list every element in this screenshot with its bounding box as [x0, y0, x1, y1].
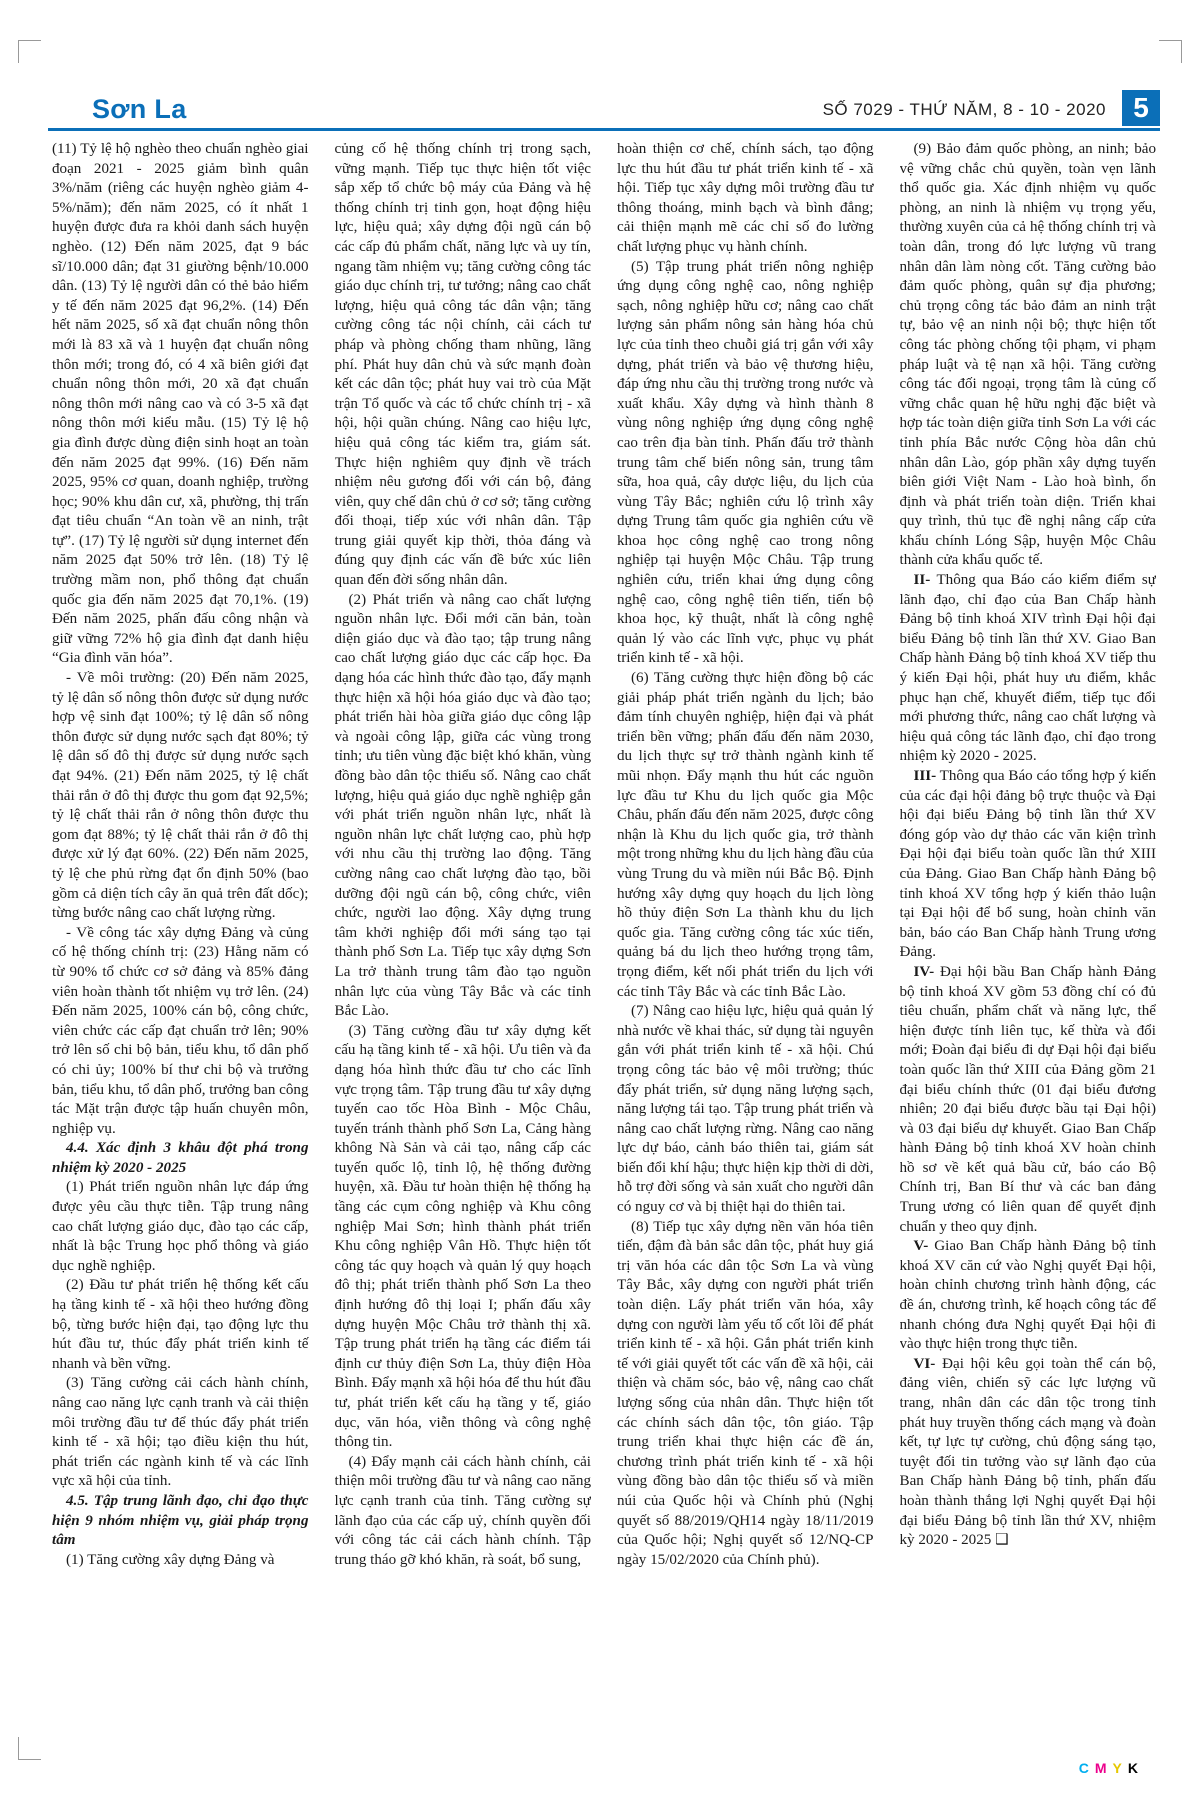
paragraph — [900, 571, 1157, 767]
crop-mark-top-right — [1159, 40, 1182, 63]
section-numeral: V- — [913, 1238, 929, 1255]
text-column-3 — [617, 140, 874, 1700]
cmyk-y: Y — [1112, 1760, 1128, 1776]
paragraph: hoàn thiện cơ chế, chính sách, tạo động lực thu hút đầu tư phát triển kinh tế - xã hội. Tiếp tục xây dựng môi trường đầu tư thông thoáng, minh bạch và bình đẳng; cải thiện mạnh mẽ các chỉ số đo lường chất lượng phục vụ hành chính. — [617, 141, 874, 255]
paragraph-text: Đại hội kêu gọi toàn thể cán bộ, đảng viên, chiến sỹ các lực lượng vũ trang, nhân dân các dân tộc trong tỉnh phát huy truyền thống cách mạng và đoàn kết, tự lực tự cường, chủ động sáng tạo, tuyệt đối tin tưởng vào sự lãnh đạo của Ban Chấp hành Đảng bộ tỉnh, phấn đấu hoàn thành thắng lợi Nghị quyết Đại hội đại biểu Đảng bộ tỉnh lần thứ XV, nhiệm kỳ 2020 - 2025 ❑ — [899, 1355, 1156, 1549]
text-column-1 — [52, 140, 309, 1700]
paragraph: (11) Tỷ lệ hộ nghèo theo chuẩn nghèo giai đoạn 2021 - 2025 giảm bình quân 3%/năm (riêng các huyện nghèo giảm 4-5%/năm); đến năm 2025, có ít nhất 1 huyện được đưa ra khỏi danh sách huyện nghèo. (12) Đến năm 2025, đạt 9 bác sĩ/10.000 dân; đạt 31 giường bệnh/10.000 dân. (13) Tỷ lệ người dân có thẻ bảo hiểm y tế đến năm 2025 đạt 96,2%. (14) Đến hết năm 2025, số xã đạt chuẩn nông thôn mới là 83 xã và 1 huyện đạt chuẩn nông thôn mới; trong đó, có 4 xã biên giới đạt chuẩn nông thôn mới, 20 xã đạt chuẩn nông thôn mới nâng cao và có 3-5 xã đạt nông thôn mới kiểu mẫu. (15) Tỷ lệ hộ gia đình được dùng điện sinh hoạt an toàn đến năm 2025 đạt 99%. (16) Đến năm 2025, 95% cơ quan, doanh nghiệp, trường học; 90% khu dân cư, xã, phường, thị trấn đạt tiêu chuẩn “An toàn về an ninh, trật tự”. (17) Tỷ lệ người sử dụng internet đến năm 2025 đạt 50% trở lên. (18) Tỷ lệ trường mầm non, phổ thông đạt chuẩn quốc gia đến năm 2025 đạt 70,1%. (19) Đến năm 2025, phấn đấu công nhận và giữ vững 72% hộ gia đình đạt danh hiệu “Gia đình văn hóa”. — [52, 141, 309, 667]
paragraph: (2) Đầu tư phát triển hệ thống kết cấu hạ tầng kinh tế - xã hội theo hướng đồng bộ, từng bước hiện đại, tạo động lực thu hút đầu tư, thúc đẩy phát triển kinh tế nhanh và bền vững. — [52, 1277, 309, 1372]
paragraph: (1) Tăng cường xây dựng Đảng và — [66, 1551, 275, 1568]
cmyk-marks — [1079, 1760, 1144, 1776]
cmyk-c: C — [1078, 1760, 1095, 1776]
paragraph: (6) Tăng cường thực hiện đồng bộ các giải pháp phát triển ngành du lịch; bảo đảm tính chuyên nghiệp, hiện đại và phát triển bền vững; phấn đấu đến năm 2030, du lịch thực sự trở thành ngành kinh tế mũi nhọn. Đẩy mạnh thu hút các nguồn lực đầu tư Khu du lịch quốc gia Mộc Châu, phấn đấu đến năm 2025, được công nhận là Khu du lịch quốc gia, trở thành một trong những khu du lịch hàng đầu của vùng Trung du và miền núi Bắc Bộ. Định hướng xây dựng quy hoạch du lịch lòng hồ thủy điện Sơn La thành khu du lịch quốc gia. Tăng cường công tác xúc tiến, quảng bá du lịch theo hướng trọng tâm, trọng điểm, kết nối phát triển du lịch với các tỉnh Tây Bắc và các tỉnh Bắc Lào. — [617, 670, 874, 1000]
paragraph — [900, 1355, 1157, 1551]
section-numeral: VI- — [913, 1355, 936, 1372]
paragraph-text: Giao Ban Chấp hành Đảng bộ tỉnh khoá XV căn cứ vào Nghị quyết Đại hội, hoàn chỉnh chương trình hành động, các đề án, chương trình, kế hoạch công tác để nhanh chóng đưa Nghị quyết Đại hội đi vào thực hiện trong thực tiễn. — [899, 1238, 1156, 1353]
crop-mark-bottom-left — [18, 1737, 41, 1760]
paragraph: (8) Tiếp tục xây dựng nền văn hóa tiên tiến, đậm đà bản sắc dân tộc, phát huy giá trị văn hóa các dân tộc Sơn La và vùng Tây Bắc, xây dựng con người phát triển toàn diện. Lấy phát triển văn hóa, xây dựng con người làm yếu tố cốt lõi để phát triển kinh tế - xã hội. Gắn phát triển kinh tế với giải quyết tốt các vấn đề xã hội, cải thiện và chăm sóc, bảo vệ, nâng cao chất lượng sống của nhân dân. Thực hiện tốt các chính sách dân tộc, tôn giáo. Tập trung triển khai thực hiện các đề án, chương trình phát triển kinh tế - xã hội vùng đồng bào dân tộc thiểu số và miền núi của Quốc hội và Chính phủ (Nghị quyết số 88/2019/QH14 ngày 18/11/2019 của Quốc hội; Nghị quyết số 12/NQ-CP ngày 15/02/2020 của Chính phủ). — [617, 1218, 874, 1568]
crop-mark-top-left — [18, 40, 41, 63]
paragraph: - Về công tác xây dựng Đảng và củng cố hệ thống chính trị: (23) Hằng năm có từ 90% tổ chức cơ sở đảng và 85% đảng viên hoàn thành tốt nhiệm vụ trở lên. (24) Đến năm 2025, 100% cán bộ, công chức, viên chức các cấp đạt chuẩn trở lên; 90% trở lên số chi bộ bản, tiểu khu, tổ dân phố có chi ủy; 100% bí thư chi bộ và trưởng bản, tiểu khu, tổ dân phố, trưởng ban công tác Mặt trận được tập huấn chuyên môn, nghiệp vụ. — [52, 924, 309, 1137]
paragraph: (3) Tăng cường cải cách hành chính, nâng cao năng lực cạnh tranh và cải thiện môi trường đầu tư để thúc đẩy phát triển kinh tế - xã hội; tạo điều kiện thu hút, phát triển các ngành kinh tế và các lĩnh vực xã hội của tỉnh. — [52, 1375, 309, 1490]
paragraph — [900, 1237, 1157, 1355]
text-column-4 — [900, 140, 1157, 1700]
paragraph — [900, 963, 1157, 1237]
paragraph: (5) Tập trung phát triển nông nghiệp ứng dụng công nghệ cao, nông nghiệp sạch, nông nghiệp hữu cơ; nâng cao chất lượng sản phẩm nông sản hàng hóa chủ lực của tỉnh theo chuỗi giá trị gắn với xây dựng, phát triển và bảo vệ thương hiệu, đáp ứng nhu cầu thị trường trong nước và xuất khẩu. Xây dựng và hình thành 8 vùng nông nghiệp ứng dụng công nghệ cao trên địa bàn tỉnh. Phấn đấu trở thành trung tâm chế biến nông sản, trung tâm sữa, hoa quả, cây dược liệu, du lịch của vùng Tây Bắc; nghiên cứu lộ trình xây dựng Trung tâm quốc gia nghiên cứu về khoa học công nghệ cao trong nông nghiệp tại huyện Mộc Châu. Tập trung nghiên cứu, triển khai ứng dụng công nghệ cao, công nghệ tiên tiến, tiến bộ khoa học, kỹ thuật, nhất là công nghệ quản lý vào các lĩnh vực, phục vụ phát triển kinh tế - xã hội. — [617, 258, 874, 667]
section-subheading: 4.5. Tập trung lãnh đạo, chỉ đạo thực hiện 9 nhóm nhiệm vụ, giải pháp trọng tâm — [52, 1492, 309, 1549]
paragraph-text: Thông qua Báo cáo tổng hợp ý kiến của các đại hội đảng bộ trực thuộc và Đại hội đại biểu Đảng bộ tỉnh lần thứ XV đóng góp vào dự thảo các văn kiện trình Đại hội đại biểu toàn quốc lần thứ XIII của Đảng. Giao Ban Chấp hành Đảng bộ tỉnh khoá XV tổng hợp ý kiến thảo luận tại Đại hội để bổ sung, hoàn chỉnh văn bản, báo cáo Ban Chấp hành Trung ương Đảng. — [899, 768, 1156, 961]
paragraph: củng cố hệ thống chính trị trong sạch, vững mạnh. Tiếp tục thực hiện tốt việc sắp xếp tổ chức bộ máy của Đảng và hệ thống chính trị tinh gọn, hoạt động hiệu lực, hiệu quả; xây dựng đội ngũ cán bộ các cấp đủ phẩm chất, năng lực và uy tín, ngang tầm nhiệm vụ; tăng cường công tác giáo dục chính trị, tư tưởng; nâng cao chất lượng, hiệu quả công tác dân vận; tăng cường công tác nội chính, cải cách tư pháp và phòng chống tham nhũng, lãng phí. Phát huy dân chủ và sức mạnh đoàn kết các dân tộc; phát huy vai trò của Mặt trận Tổ quốc và các tổ chức chính trị - xã hội, hội quần chúng. Nâng cao hiệu lực, hiệu quả công tác kiểm tra, giám sát. Thực hiện nghiêm quy định về trách nhiệm nêu gương đối với cán bộ, đảng viên, quy chế dân chủ ở cơ sở; tăng cường đối thoại, tiếp xúc với nhân dân. Tập trung giải quyết kịp thời, thỏa đáng và đúng quy định các vấn đề bức xúc liên quan đến đời sống nhân dân. — [334, 141, 591, 589]
paragraph: - Về môi trường: (20) Đến năm 2025, tỷ lệ dân số nông thôn được sử dụng nước hợp vệ sinh đạt 100%; tỷ lệ dân số nông thôn được sử dụng nước sạch đạt 80%; tỷ lệ dân số đô thị được sử dụng nước sạch đạt 94%. (21) Đến năm 2025, tỷ lệ chất thải rắn ở đô thị được thu gom đạt 92,5%; tỷ lệ chất thải rắn ở nông thôn được thu gom đạt 88%; tỷ lệ chất thải rắn ở đô thị được xử lý đạt 60%. (22) Đến năm 2025, tỷ lệ che phủ rừng đạt ổn định 50% (bao gồm cả diện tích cây ăn quả trên đất dốc); từng bước nâng cao chất lượng rừng. — [52, 670, 309, 922]
paragraph-text: Thông qua Báo cáo kiểm điểm sự lãnh đạo, chỉ đạo của Ban Chấp hành Đảng bộ tỉnh khoá XIV trình Đại hội đại biểu Đảng bộ tỉnh lần thứ XV. Giao Ban Chấp hành Đảng bộ tỉnh khoá XV tiếp thu ý kiến Đại hội, phát huy ưu điểm, khắc phục hạn chế, khuyết điểm, tiếp tục đổi mới phương thức, nâng cao chất lượng và hiệu quả công tác lãnh đạo, chỉ đạo trong nhiệm kỳ 2020 - 2025. — [899, 572, 1156, 765]
text-column-2 — [335, 140, 592, 1700]
paragraph: (9) Bảo đảm quốc phòng, an ninh; bảo vệ vững chắc chủ quyền, toàn vẹn lãnh thổ quốc gia. Xác định nhiệm vụ quốc phòng, an ninh là nhiệm vụ trọng yếu, thường xuyên của cả hệ thống chính trị và toàn dân, trong đó lực lượng vũ trang nhân dân làm nòng cốt. Tăng cường bảo đảm quốc phòng, quân sự địa phương; chủ trọng công tác bảo đảm an ninh trật tự, bảo vệ an ninh nội bộ; thực hiện tốt công tác phòng chống tội phạm, vi phạm pháp luật và tệ nạn xã hội. Tăng cường công tác đối ngoại, trọng tâm là củng cố vững chắc quan hệ hữu nghị đặc biệt và hợp tác toàn diện giữa tỉnh Sơn La với các tỉnh phía Bắc nước Cộng hòa dân chủ nhân dân Lào, góp phần xây dựng tuyến biên giới Việt Nam - Lào hoà bình, ổn định và phát triển toàn diện. Triển khai quy trình, thủ tục đề nghị nâng cấp cửa khẩu chính Lóng Sập, huyện Mộc Châu thành cửa khẩu quốc tế. — [899, 141, 1156, 569]
section-brand: Sơn La — [92, 94, 187, 124]
paragraph: (3) Tăng cường đầu tư xây dựng kết cấu hạ tầng kinh tế - xã hội. Ưu tiên và đa dạng hóa hình thức đầu tư cho các lĩnh vực trọng tâm. Tập trung đầu tư xây dựng tuyến cao tốc Hòa Bình - Mộc Châu, tuyến tránh thành phố Sơn La, Cảng hàng không Nà Sản và cải tạo, nâng cấp các tuyến quốc lộ, tỉnh lộ, hệ thống đường huyện, xã. Đầu tư hoàn thiện hệ thống hạ tầng các cụm công nghiệp và Khu công nghiệp Mai Sơn; hình thành phát triển Khu công nghiệp Vân Hồ. Thực hiện tốt công tác quy hoạch và quản lý quy hoạch đô thị; phát triển thành phố Sơn La theo định hướng đô thị loại I; phấn đấu xây dựng huyện Mộc Châu trở thành thị xã. Tập trung phát triển hạ tầng các điểm tái định cư thủy điện Sơn La, thủy điện Hòa Bình. Đẩy mạnh xã hội hóa để thu hút đầu tư, phát triển kết cấu hạ tầng y tế, giáo dục, văn hóa, viễn thông và công nghệ thông tin. — [334, 1022, 591, 1451]
section-subheading: 4.4. Xác định 3 khâu đột phá trong nhiệm kỳ 2020 - 2025 — [52, 1140, 309, 1176]
page-header — [48, 90, 1160, 128]
paragraph: (7) Nâng cao hiệu lực, hiệu quả quản lý nhà nước về khai thác, sử dụng tài nguyên gắn với phát triển kinh tế - xã hội. Chú trọng công tác bảo vệ môi trường; thúc đẩy phát triển, sử dụng năng lượng sạch, năng lượng tái tạo. Tập trung phát triển và nâng cao chất lượng rừng. Nâng cao năng lực dự báo, cảnh báo thiên tai, giám sát biến đổi khí hậu; thực hiện kịp thời di dời, hỗ trợ đời sống và sản xuất cho người dân có nguy cơ và bị thiệt hại do thiên tai. — [617, 1003, 874, 1216]
page-number: 5 — [1122, 90, 1160, 126]
header-rule — [48, 128, 1160, 131]
paragraph: (4) Đẩy mạnh cải cách hành chính, cải thiện môi trường đầu tư và nâng cao năng lực cạnh tranh của tỉnh. Tăng cường sự lãnh đạo của các cấp uỷ, chính quyền đối với công tác cải cách hành chính. Tập trung tháo gỡ khó khăn, rà soát, bổ sung, — [334, 1453, 591, 1568]
paragraph: (1) Phát triển nguồn nhân lực đáp ứng được yêu cầu thực tiễn. Tập trung nâng cao chất lượng giáo dục, đào tạo các cấp, nhất là bậc Trung học phổ thông và giáo dục nghề nghiệp. — [52, 1179, 309, 1274]
paragraph: (2) Phát triển và nâng cao chất lượng nguồn nhân lực. Đổi mới căn bản, toàn diện giáo dục và đào tạo; tập trung nâng cao chất lượng giáo dục các cấp học. Đa dạng hóa các hình thức đào tạo, đẩy mạnh thực hiện xã hội hóa giáo dục và đào tạo; phát triển hài hòa giữa giáo dục công lập và ngoài công lập, giữa các vùng trong tỉnh; ưu tiên vùng đặc biệt khó khăn, vùng đồng bào dân tộc thiểu số. Nâng cao chất lượng, hiệu quả giáo dục nghề nghiệp gắn với phát triển nguồn nhân lực, nhất là nguồn nhân lực chất lượng cao, phù hợp với nhu cầu thị trường lao động. Tăng cường nâng cao chất lượng đào tạo, bồi dưỡng đội ngũ cán bộ, công chức, viên chức, người lao động. Xây dựng trung tâm khởi nghiệp đổi mới sáng tạo tại thành phố Sơn La. Tiếp tục xây dựng Sơn La trở thành trung tâm đào tạo nguồn nhân lực của vùng Tây Bắc và các tỉnh Bắc Lào. — [334, 591, 591, 1020]
paragraph-text: Đại hội bầu Ban Chấp hành Đảng bộ tỉnh khoá XV gồm 53 đồng chí có đủ tiêu chuẩn, phẩm chất và năng lực, thể hiện được tính liên tục, kế thừa và đổi mới; Đoàn đại biểu đi dự Đại hội đại biểu toàn quốc lần thứ XIII của Đảng gồm 21 đại biểu chính thức (01 đại biểu đương nhiên; 20 đại biểu được bầu tại Đại hội) và 03 đại biểu dự khuyết. Giao Ban Chấp hành Đảng bộ tỉnh khoá XV hoàn chỉnh hồ sơ về kết quả bầu cử, báo cáo Bộ Chính trị, Ban Bí thư và các ban đảng Trung ương có liên quan để quyết định chuẩn y theo quy định. — [899, 963, 1156, 1235]
paragraph — [900, 767, 1157, 963]
issue-info: SỐ 7029 - THỨ NĂM, 8 - 10 - 2020 — [822, 100, 1106, 119]
section-numeral: II- — [913, 572, 931, 589]
cmyk-m: M — [1094, 1760, 1113, 1776]
article-body — [52, 140, 1156, 1700]
cmyk-k: K — [1127, 1760, 1144, 1776]
section-numeral: III- — [913, 768, 937, 784]
section-numeral: IV- — [913, 963, 935, 980]
